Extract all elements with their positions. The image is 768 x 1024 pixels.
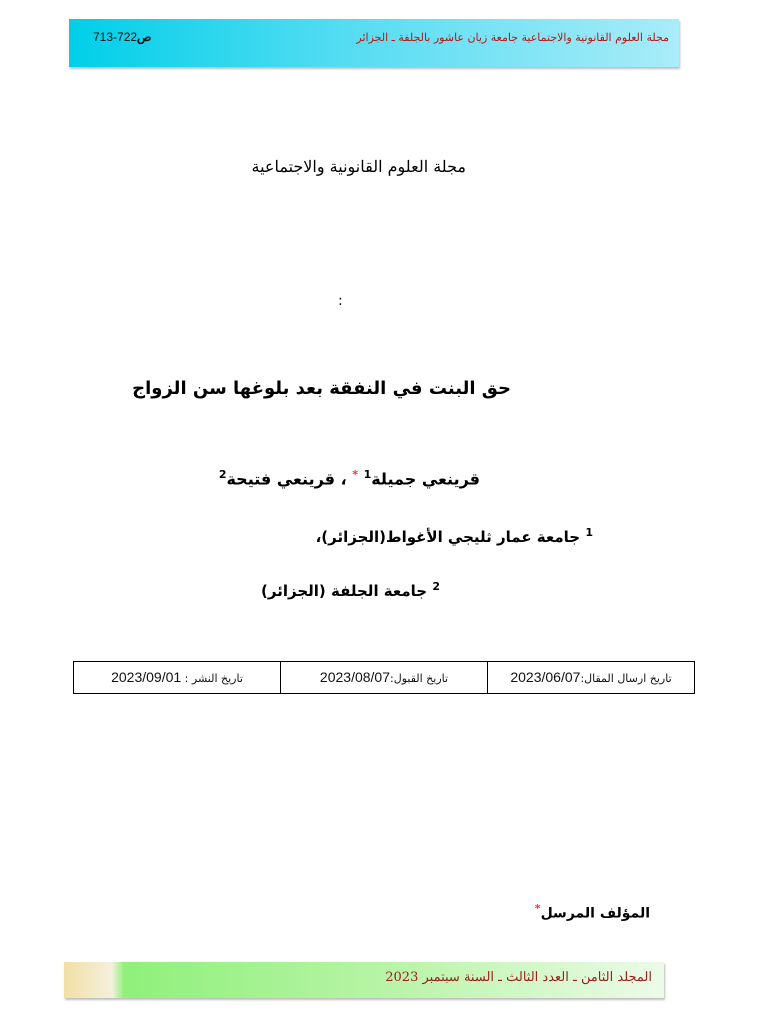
- journal-header-bar: [69, 19, 679, 67]
- header-journal-name: مجلة العلوم القانونية والاجتماعية جامعة زيان عاشور بالجلفة ـ الجزائر: [356, 31, 669, 44]
- submitted-label: تاريخ ارسال المقال:: [580, 672, 672, 685]
- affiliation-2: [261, 580, 440, 600]
- accepted-date: 2023/08/07: [319, 669, 390, 685]
- author-first: قرينعي جميلة: [371, 469, 480, 489]
- submitted-date: 2023/06/07: [510, 669, 581, 685]
- published-label: تاريخ النشر :: [181, 672, 243, 685]
- dates-row: [74, 662, 695, 694]
- page-range-value: 713-722: [93, 30, 138, 44]
- issue-footer-bar: [64, 962, 664, 998]
- submitted-date-cell: [488, 662, 695, 694]
- author-second: قرينعي فتيحة: [226, 469, 335, 489]
- corresponding-star: *: [352, 468, 358, 481]
- page-prefix: ص: [137, 30, 152, 44]
- footnote-star: *: [534, 902, 541, 915]
- affiliation-1-number: 1: [585, 526, 593, 539]
- author-first-number: 1: [363, 468, 372, 481]
- article-title: حق البنت في النفقة بعد بلوغها سن الزواج: [132, 378, 511, 399]
- dates-table: [73, 661, 695, 694]
- author-second-number: 2: [218, 468, 227, 481]
- accepted-label: تاريخ القبول:: [390, 672, 449, 685]
- author-separator: ،: [335, 469, 353, 489]
- corresponding-author-footnote: [535, 902, 650, 922]
- affiliation-1-text: جامعة عمار ثليجي الأغواط(الجزائر)،: [315, 528, 581, 546]
- affiliation-1: [316, 526, 593, 546]
- published-date: 2023/09/01: [111, 669, 182, 685]
- affiliation-2-text: جامعة الجلفة (الجزائر): [261, 582, 428, 600]
- authors-line: [219, 468, 480, 488]
- published-date-cell: [74, 662, 281, 694]
- issue-info: المجلد الثامن ـ العدد الثالث ـ السنة سبتمبر 2023: [385, 970, 652, 985]
- footnote-text: المؤلف المرسل: [540, 905, 650, 922]
- accepted-date-cell: [281, 662, 488, 694]
- affiliation-2-number: 2: [432, 580, 440, 593]
- journal-title: مجلة العلوم القانونية والاجتماعية: [251, 157, 466, 176]
- header-page-range: [93, 30, 152, 44]
- colon-mark: :: [338, 293, 343, 309]
